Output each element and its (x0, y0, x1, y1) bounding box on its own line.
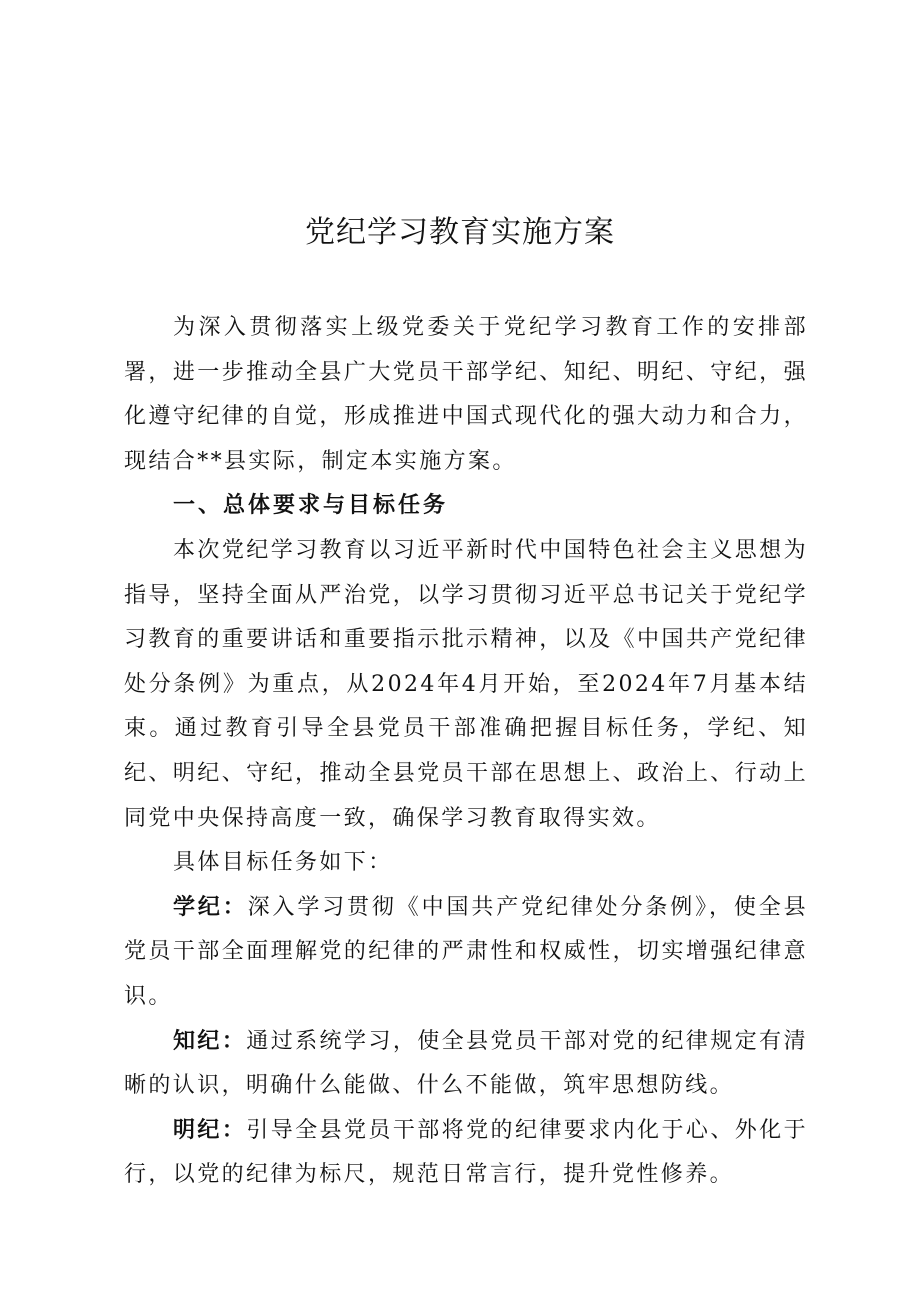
task-item-xueji (124, 886, 808, 1020)
section-heading: 一、总体要求与目标任务 (173, 493, 449, 519)
intro-paragraph: 为深入贯彻落实上级党委关于党纪学习教育工作的安排部署，进一步推动全县广大党员干部学纪、知纪、明纪、守纪，强化遵守纪律的自觉，形成推进中国式现代化的强大动力和合力，现结合**县实际，制定本实施方案。 (124, 315, 808, 474)
task-text: 引导全县党员干部将党的纪律要求内化于心、外化于行，以党的纪律为标尺，规范日常言行，提升党性修养。 (124, 1117, 809, 1188)
document-body (124, 306, 808, 1198)
task-text: 通过系统学习，使全县党员干部对党的纪律规定有清晰的认识，明确什么能做、什么不能做，筑牢思想防线。 (124, 1028, 809, 1099)
task-item-zhiji (124, 1020, 808, 1109)
task-item-mingji (124, 1109, 808, 1198)
task-lead: 明纪： (173, 1117, 247, 1143)
task-lead: 知纪： (173, 1028, 247, 1054)
document-title: 党纪学习教育实施方案 (305, 215, 615, 250)
tasks-intro: 具体目标任务如下： (173, 850, 393, 876)
task-text: 深入学习贯彻《中国共产党纪律处分条例》，使全县党员干部全面理解党的纪律的严肃性和权威性，切实增强纪律意识。 (124, 894, 808, 1009)
section-body-paragraph: 本次党纪学习教育以习近平新时代中国特色社会主义思想为指导，坚持全面从严治党，以学习贯彻习近平总书记关于党纪学习教育的重要讲话和重要指示批示精神，以及《中国共产党纪律处分条例》为重点，从2024年4月开始，至2024年7月基本结束。通过教育引导全县党员干部准确把握目标任务，学纪、知纪、明纪、守纪，推动全县党员干部在思想上、政治上、行动上同党中央保持高度一致，确保学习教育取得实效。 (124, 537, 808, 831)
task-lead: 学纪： (173, 894, 248, 920)
